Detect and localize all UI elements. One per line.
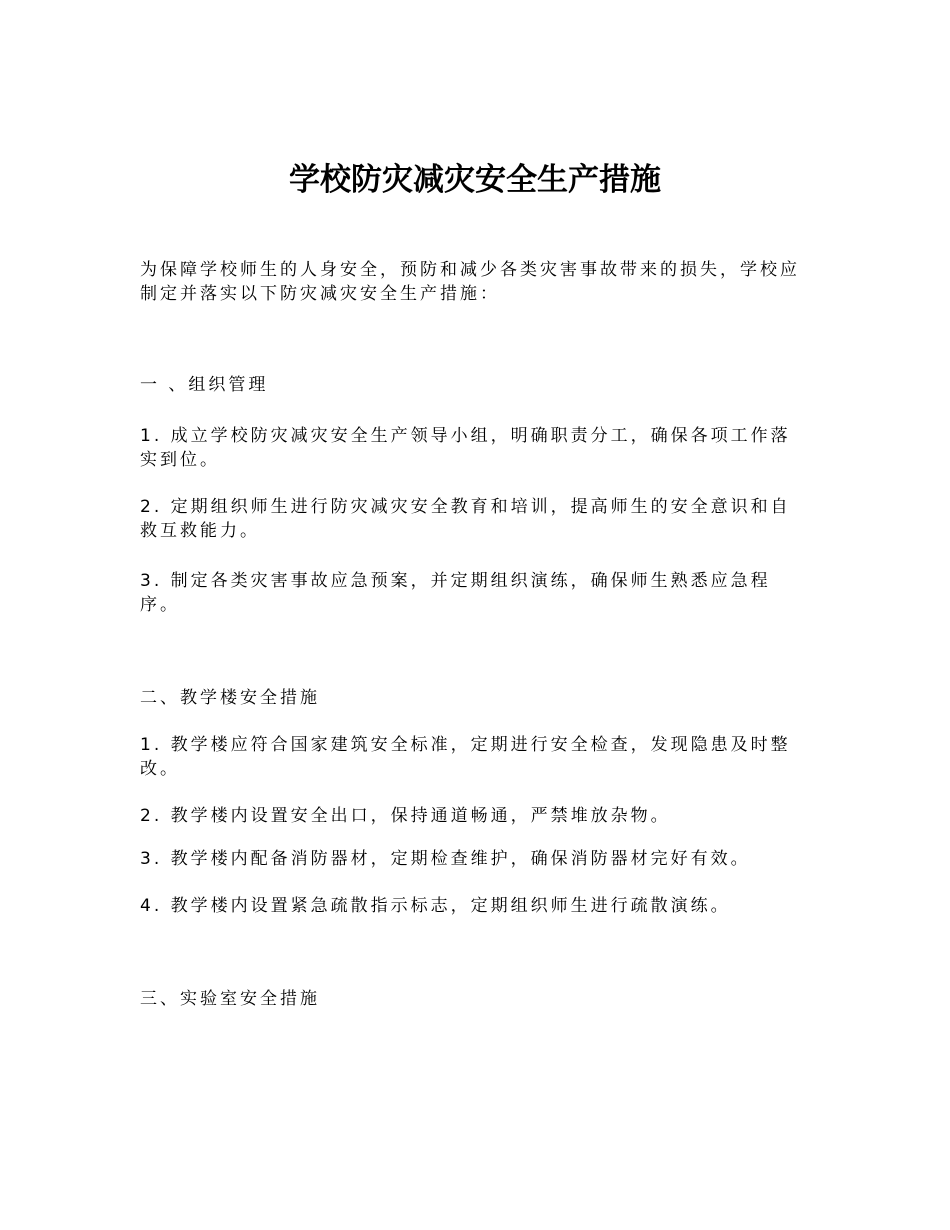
- section-heading-laboratory: 三、实验室安全措施: [140, 989, 320, 1009]
- list-item: 3. 制定各类灾害事故应急预案，并定期组织演练，确保师生熟悉应急程序。: [140, 571, 771, 615]
- list-item: 2. 教学楼内设置安全出口，保持通道畅通，严禁堆放杂物。: [140, 806, 671, 826]
- intro-paragraph: 为保障学校师生的人身安全，预防和减少各类灾害事故带来的损失，学校应制定并落实以下防灾减灾安全生产措施：: [140, 260, 800, 304]
- list-item: 4. 教学楼内设置紧急疏散指示标志，定期组织师生进行疏散演练。: [140, 896, 731, 916]
- list-item: 1. 教学楼应符合国家建筑安全标准，定期进行安全检查，发现隐患及时整改。: [140, 735, 791, 779]
- list-item: 2. 定期组织师生进行防灾减灾安全教育和培训，提高师生的安全意识和自救互救能力。: [140, 497, 791, 541]
- list-item: 3. 教学楼内配备消防器材，定期检查维护，确保消防器材完好有效。: [140, 849, 751, 869]
- document-title: 学校防灾减灾安全生产措施: [289, 162, 661, 198]
- section-heading-building: 二、教学楼安全措施: [140, 688, 320, 708]
- section-heading-organization: 一 、组织管理: [140, 375, 269, 395]
- list-item: 1. 成立学校防灾减灾安全生产领导小组，明确职责分工，确保各项工作落实到位。: [140, 426, 791, 470]
